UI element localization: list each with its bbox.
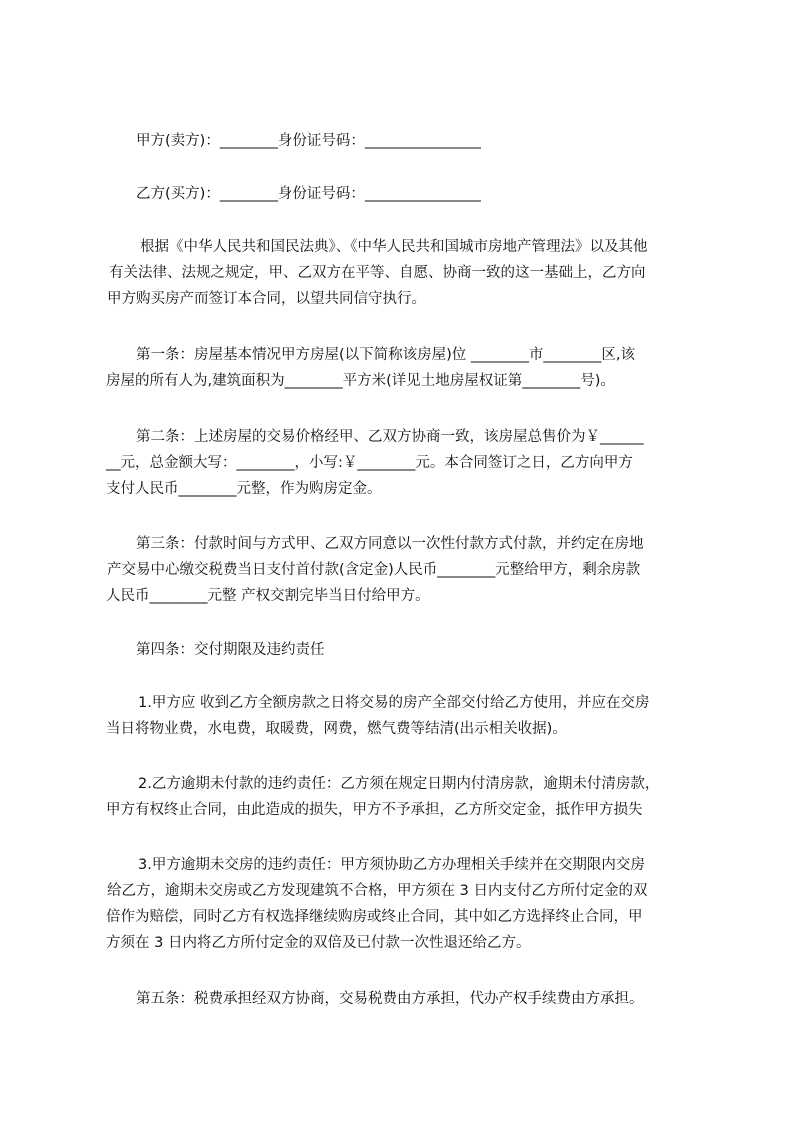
party-b-text: 乙方(买方)：________身份证号码：________________: [136, 186, 481, 202]
article-2-line-1: 第二条：上述房屋的交易价格经甲、乙双方协商一致，该房屋总售价为￥______: [136, 429, 644, 445]
clause-3-line-3: 倍作为赔偿，同时乙方有权选择继续购房或终止合同，其中如乙方选择终止合同，甲: [106, 909, 643, 925]
clause-2-line-1: 2.乙方逾期未付款的违约责任：乙方须在规定日期内付清房款，逾期未付清房款，: [138, 776, 660, 792]
clause-3-line-1: 3.甲方逾期未交房的违约责任：甲方须协助乙方办理相关手续并在交期限内交房: [138, 857, 645, 873]
clause-2-line-2: 甲方有权终止合同，由此造成的损失，甲方不予承担，乙方所交定金，抵作甲方损失: [106, 802, 643, 818]
article-3-line-3: 人民币________元整 产权交割完毕当日付给甲方。: [106, 588, 430, 604]
preamble-line-2: 有关法律、法规之规定，甲、乙双方在平等、自愿、协商一致的这一基础上，乙方向: [109, 265, 646, 281]
clause-3-line-4: 方须在 3 日内将乙方所付定金的双倍及已付款一次性退还给乙方。: [106, 935, 531, 951]
article-1-line-2: 房屋的所有人为,建筑面积为________平方米(详见土地房屋权证第________号)。: [106, 373, 615, 389]
preamble-line-1: 根据《中华人民共和国民法典》、《中华人民共和国城市房地产管理法》以及其他: [140, 239, 648, 255]
clause-1-line-2: 当日将物业费，水电费，取暖费，网费，燃气费等结清(出示相关收据)。: [106, 721, 567, 737]
article-2-line-3: 支付人民币________元整，作为购房定金。: [106, 481, 382, 497]
clause-1-line-1: 1.甲方应 收到乙方全额房款之日将交易的房产全部交付给乙方使用，并应在交房: [138, 695, 650, 711]
article-3-line-1: 第三条：付款时间与方式甲、乙双方同意以一次性付款方式付款，并约定在房地: [136, 536, 644, 552]
article-2-line-2: __元，总金额大写：________，小写:￥________元。本合同签订之日，乙方向甲方: [106, 455, 633, 471]
article-3-line-2: 产交易中心缴交税费当日支付首付款(含定金)人民币________元整给甲方，剩余房款: [107, 562, 641, 578]
preamble-line-3: 甲方购买房产而签订本合同，以望共同信守执行。: [107, 291, 426, 307]
clause-3-line-2: 给乙方，逾期未交房或乙方发现建筑不合格，甲方须在 3 日内支付乙方所付定金的双: [107, 883, 648, 899]
article-5-text: 第五条：税费承担经双方协商，交易税费由方承担，代办产权手续费由方承担。: [136, 991, 644, 1007]
article-4-title-text: 第四条：交付期限及违约责任: [136, 642, 325, 658]
article-1-line-1: 第一条：房屋基本情况甲方房屋(以下简称该房屋)位 ________市________区,该: [136, 347, 636, 363]
party-a-text: 甲方(卖方)：________身份证号码：________________: [136, 133, 481, 149]
